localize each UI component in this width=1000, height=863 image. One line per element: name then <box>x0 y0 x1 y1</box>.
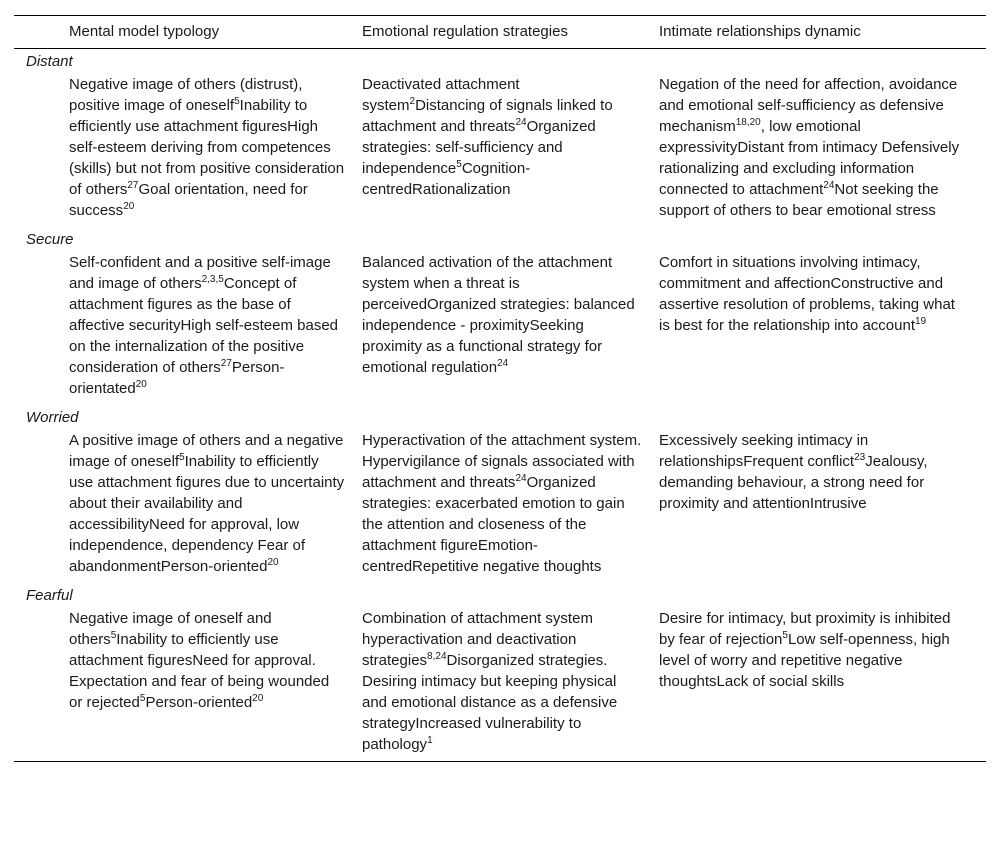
cell-text: Cognition-centredRationalization <box>362 160 531 198</box>
cell-text: Comfort in situations involving intimacy, commitment and affectionConstructive and assertive resolution of problems, taking what is best for the relationship into account <box>659 254 955 334</box>
citation-superscript: 24 <box>515 473 527 484</box>
cell-text: Low self-openness, high level of worry and repetitive negative thoughtsLack of social skills <box>659 631 950 690</box>
cell-relationships-dynamic <box>659 72 986 227</box>
table-header-row <box>14 16 986 49</box>
cell-mental-model <box>14 72 362 227</box>
cell-text: Not seeking the support of others to bear emotional stress <box>659 181 939 219</box>
cell-text: Deactivated attachment system <box>362 76 520 114</box>
cell-text: Negative image of others (distrust), positive image of oneself <box>69 76 303 114</box>
group-label-fearful: Fearful <box>26 587 73 604</box>
cell-emotional-regulation <box>362 606 659 762</box>
citation-superscript: 20 <box>135 379 147 390</box>
cell-text: Self-confident and a positive self-image and image of others <box>69 254 331 292</box>
cell-relationships-dynamic <box>659 606 986 762</box>
citation-superscript: 23 <box>854 452 866 463</box>
group-row-worried <box>14 405 986 428</box>
table-row <box>14 606 986 762</box>
header-intimate-relationships-dynamic: Intimate relationships dynamic <box>659 23 861 40</box>
group-label-worried: Worried <box>26 409 79 426</box>
group-row-fearful <box>14 583 986 606</box>
cell-emotional-regulation <box>362 428 659 583</box>
citation-superscript: 18,20 <box>735 117 761 128</box>
cell-text: Inability to efficiently use attachment figures due to uncertainty about their availability and accessibilityNeed for approval, low independence, dependency Fear of abandonmentPerson-oriented <box>69 453 345 575</box>
citation-superscript: 24 <box>515 117 527 128</box>
cell-text: Organized strategies: exacerbated emotion to gain the attention and closeness of the attachment figureEmotion-centredRepetitive negative thoughts <box>362 474 625 575</box>
table-row <box>14 428 986 583</box>
cell-text: Desire for intimacy, but proximity is inhibited by fear of rejection <box>659 610 951 648</box>
cell-relationships-dynamic <box>659 250 986 405</box>
cell-text: Concept of attachment figures as the base of affective securityHigh self-esteem based on the internalization of the positive consideration of others <box>69 275 339 376</box>
citation-superscript: 5 <box>179 452 185 463</box>
cell-text: Negation of the need for affection, avoidance and emotional self-sufficiency as defensive mechanism <box>659 76 958 135</box>
cell-text: Combination of attachment system hyperactivation and deactivation strategies <box>362 610 593 669</box>
cell-text: Negative image of oneself and others <box>69 610 272 648</box>
cell-text: Inability to efficiently use attachment figuresHigh self-esteem deriving from competences (skills) but not from positive consideration of others <box>69 97 345 198</box>
cell-mental-model <box>14 606 362 762</box>
table-row <box>14 250 986 405</box>
citation-superscript: 5 <box>456 159 462 170</box>
citation-superscript: 24 <box>497 358 509 369</box>
citation-superscript: 20 <box>123 201 135 212</box>
citation-superscript: 8,24 <box>427 651 447 662</box>
citation-superscript: 2 <box>409 96 416 107</box>
citation-superscript: 24 <box>823 180 835 191</box>
cell-relationships-dynamic <box>659 428 986 583</box>
cell-emotional-regulation <box>362 72 659 227</box>
cell-mental-model <box>14 250 362 405</box>
cell-text: Goal orientation, need for success <box>69 181 308 219</box>
citation-superscript: 2,3,5 <box>201 274 224 285</box>
group-row-secure <box>14 227 986 250</box>
cell-text: Balanced activation of the attachment system when a threat is perceivedOrganized strategies: balanced independence - proximitySeeking proximity as a functional strategy for emotional regulation <box>362 254 635 376</box>
citation-superscript: 5 <box>110 630 117 641</box>
cell-emotional-regulation <box>362 250 659 405</box>
citation-superscript: 5 <box>234 96 240 107</box>
citation-superscript: 27 <box>127 180 139 191</box>
cell-text: Person-oriented <box>145 694 253 711</box>
header-mental-model-typology: Mental model typology <box>69 23 220 40</box>
citation-superscript: 20 <box>267 557 279 568</box>
group-label-secure: Secure <box>26 231 74 248</box>
citation-superscript: 5 <box>139 693 146 704</box>
citation-superscript: 5 <box>782 630 788 641</box>
table-row <box>14 72 986 227</box>
cell-text: Jealousy, demanding behaviour, a strong need for proximity and attentionIntrusive <box>659 453 928 512</box>
group-row-distant <box>14 49 986 73</box>
cell-text: Hyperactivation of the attachment system. Hypervigilance of signals associated with attachment and threats <box>362 432 642 491</box>
cell-text: Excessively seeking intimacy in relationshipsFrequent conflict <box>659 432 869 470</box>
cell-text: , low emotional expressivityDistant from intimacy Defensively rationalizing and excluding information connected to attachment <box>659 118 960 198</box>
citation-superscript: 1 <box>427 735 433 746</box>
group-label-distant: Distant <box>26 53 73 70</box>
cell-mental-model <box>14 428 362 583</box>
attachment-typology-table <box>14 15 986 762</box>
cell-text: Organized strategies: self-sufficiency and independence <box>362 118 596 177</box>
citation-superscript: 20 <box>252 693 264 704</box>
cell-text: Person-orientated <box>69 359 285 397</box>
cell-text: Distancing of signals linked to attachment and threats <box>362 97 613 135</box>
citation-superscript: 27 <box>220 358 232 369</box>
cell-text: A positive image of others and a negative image of oneself <box>69 432 344 470</box>
header-emotional-regulation-strategies: Emotional regulation strategies <box>362 23 568 40</box>
cell-text: Disorganized strategies. Desiring intimacy but keeping physical and emotional distance as a defensive strategyIncreased vulnerability to pathology <box>362 652 618 753</box>
citation-superscript: 19 <box>914 316 927 327</box>
cell-text: Inability to efficiently use attachment figuresNeed for approval. Expectation and fear of being wounded or rejected <box>69 631 330 711</box>
